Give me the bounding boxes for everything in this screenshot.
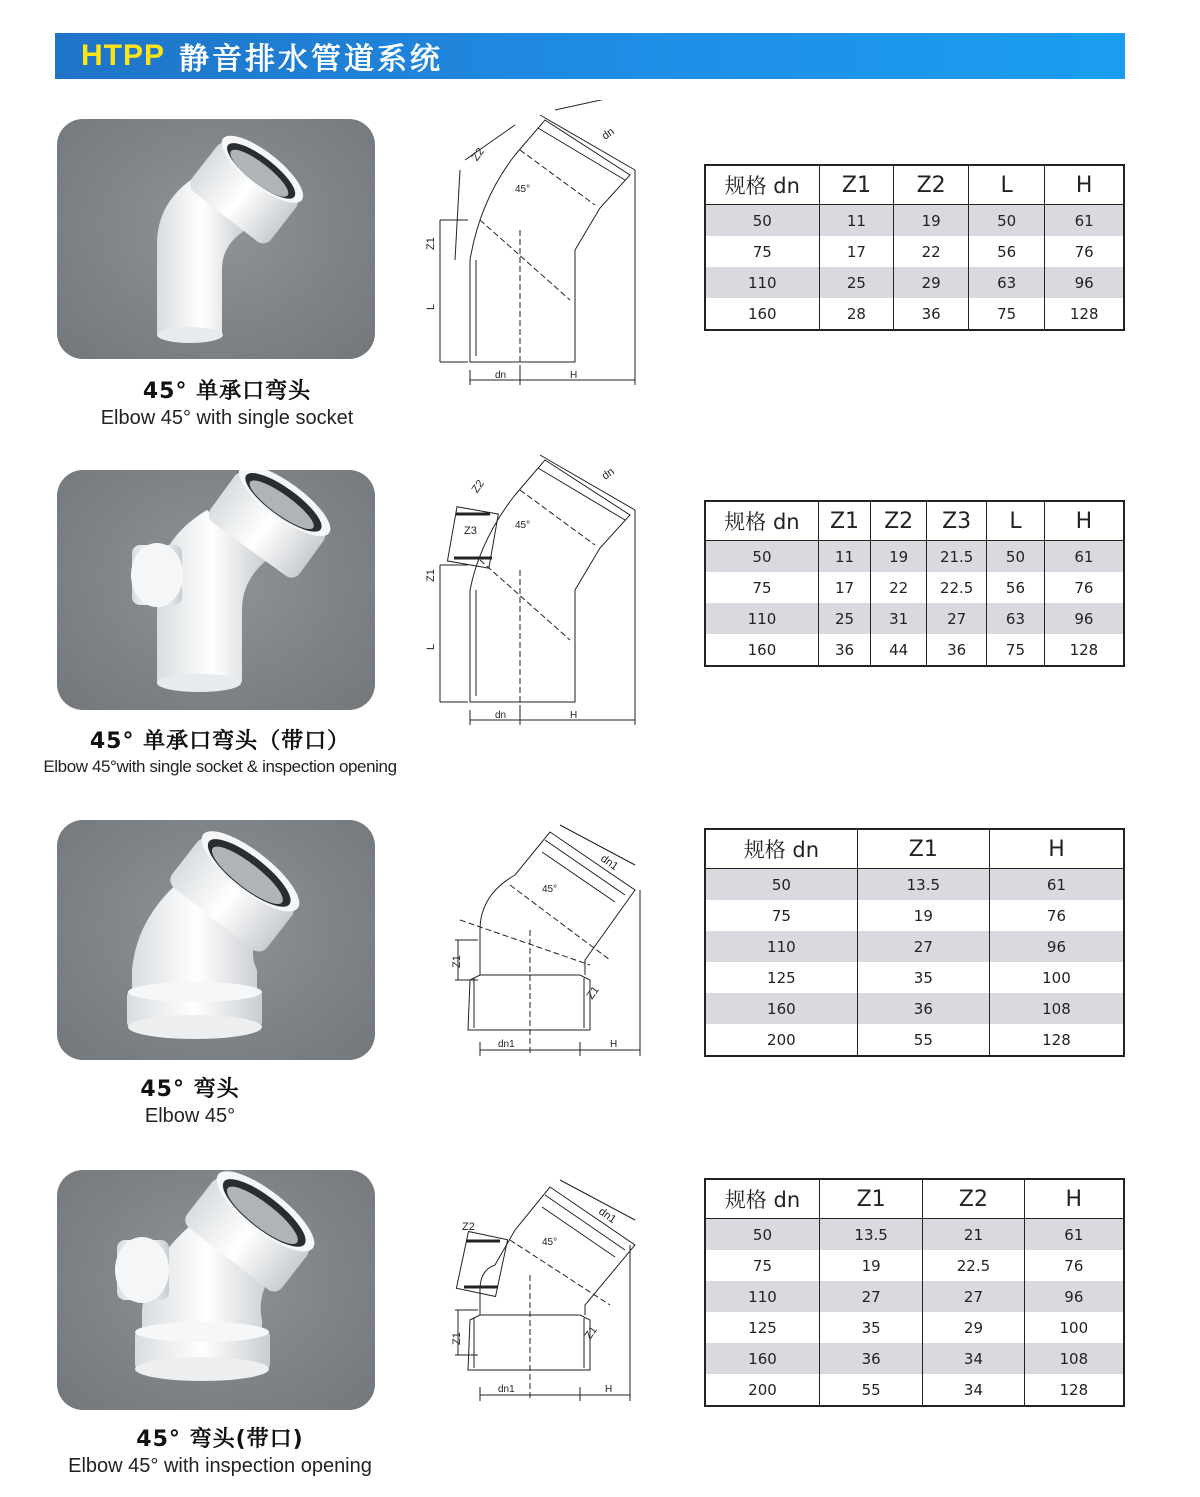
spec-table [704,828,1125,1057]
technical-drawing [450,1175,650,1420]
drawing-label: H [570,370,578,381]
table-cell: 13.5 [857,869,989,901]
table-cell: 96 [1044,603,1124,634]
product-caption [60,1072,320,1128]
table-header-row [705,501,1124,541]
table-row [705,603,1124,634]
elbow-pipe-image [57,119,375,359]
table-header-cell: H [1024,1179,1124,1219]
drawing-label: Z1 [582,1324,600,1342]
table-cell: 19 [894,205,969,237]
table-row [705,1250,1124,1281]
drawing-label: dn [599,125,617,143]
table-cell: 22.5 [923,1250,1024,1281]
table-cell: 63 [987,603,1045,634]
table-cell: 36 [818,634,870,666]
drawing-label: Z1 [425,237,437,250]
table-cell: 61 [1045,205,1124,237]
table-header-cell: Z1 [818,501,870,541]
brand-label: HTPP [81,39,166,72]
drawing-label: H [605,1384,613,1395]
table-header-cell: Z2 [894,165,969,205]
drawing-label: Z1 [451,1332,463,1345]
table-cell: 160 [705,298,819,330]
table-cell: 100 [1059,1318,1089,1337]
elbow-pipe-image [57,820,375,1060]
table-cell: 125 [705,962,857,993]
table-cell: 55 [819,1374,922,1406]
product-caption [57,374,397,430]
drawing-label: Z2 [462,1221,475,1233]
table-header-cell: Z1 [819,1179,922,1219]
table-cell: 35 [857,962,989,993]
product-name-cn: 45° 单承口弯头 [142,379,312,404]
table-header-cell: 规格 dn [705,165,819,205]
table-row [705,993,1124,1024]
drawing-label: Z2 [469,477,487,496]
table-row [705,298,1124,330]
table-row [705,572,1124,603]
table-cell: 27 [857,931,989,962]
table-cell: 34 [923,1343,1024,1374]
table-cell: 27 [819,1281,922,1312]
table-header-cell: 规格 dn [705,1179,819,1219]
product-name-en: Elbow 45°with single socket & inspection opening [43,757,397,776]
table-row [705,869,1124,901]
table-cell: 44 [871,634,927,666]
product-caption [40,1422,400,1478]
table-cell: 36 [819,1343,922,1374]
table-header-cell: H [1044,501,1124,541]
table-cell: 50 [705,205,819,237]
table-cell: 22 [871,572,927,603]
table-header-cell: Z3 [927,501,987,541]
table-cell: 75 [705,1250,819,1281]
table-cell: 200 [705,1024,857,1056]
table-cell: 61 [1044,541,1124,573]
table-cell: 17 [819,236,894,267]
table-row [705,267,1124,298]
table-header-row [705,829,1124,869]
table-cell: 29 [923,1312,1024,1343]
table-cell: 100 [1042,968,1071,987]
drawing-label: Z1 [451,955,463,968]
technical-drawing [420,100,660,390]
table-cell: 25 [818,603,870,634]
page-title: 静音排水管道系统 [179,42,444,77]
table-cell: 125 [705,1312,819,1343]
spec-table [704,1178,1125,1407]
product-name-en: Elbow 45° with inspection opening [68,1455,372,1477]
table-cell: 108 [1024,1343,1124,1374]
table-row [705,634,1124,666]
table-cell: 76 [1074,578,1094,597]
table-cell: 160 [705,1343,819,1374]
drawing-label: Z2 [469,145,487,164]
table-cell: 11 [819,205,894,237]
table-cell: 96 [1045,267,1124,298]
drawing-label: 45° [515,184,531,195]
table-cell: 11 [818,541,870,573]
drawing-label: dn1 [498,1039,515,1050]
table-cell: 128 [1069,304,1099,323]
product-photo-elbow45 [57,820,375,1060]
drawing-label: dn [599,465,617,483]
product-photo-elbow45-single-socket [57,119,375,359]
table-cell: 27 [927,603,987,634]
table-row [705,900,1124,931]
drawing-label: dn1 [596,1205,619,1226]
table-cell: 19 [857,900,989,931]
table-cell: 75 [705,572,818,603]
drawing-label: dn1 [498,1384,515,1395]
table-row [705,1281,1124,1312]
table-cell: 17 [818,572,870,603]
table-cell: 22.5 [927,572,987,603]
table-cell: 128 [1059,1380,1089,1399]
table-cell: 160 [705,993,857,1024]
table-cell: 19 [871,541,927,573]
drawing-label: 45° [542,1237,558,1248]
product-photo-elbow45-with-opening [57,1170,375,1410]
table-cell: 36 [857,993,989,1024]
drawing-label: L [425,643,437,650]
table-cell: 96 [1024,1281,1124,1312]
table-cell: 76 [1074,242,1094,261]
table-cell: 61 [989,869,1124,901]
table-cell: 96 [989,931,1124,962]
table-cell: 110 [705,1281,819,1312]
table-header-cell: 规格 dn [705,501,818,541]
table-cell: 13.5 [819,1219,922,1251]
product-name-cn: 45° 单承口弯头（带口） [89,729,351,754]
header-banner [55,33,1125,79]
product-photo-elbow45-inspection [57,470,375,710]
table-header-cell: L [987,501,1045,541]
table-header-cell: Z2 [871,501,927,541]
table-cell: 128 [1069,640,1099,659]
table-cell: 28 [819,298,894,330]
product-name-cn: 45° 弯头 [140,1077,240,1102]
drawing-label: dn1 [598,852,621,873]
drawing-label: 45° [542,884,558,895]
elbow-pipe-image [57,1170,375,1410]
drawing-label: H [610,1039,618,1050]
table-header-cell: H [989,829,1124,869]
table-header-cell: Z1 [819,165,894,205]
technical-drawing [450,820,650,1065]
table-cell: 110 [705,603,818,634]
table-cell: 36 [894,298,969,330]
table-cell: 76 [1046,906,1066,925]
table-cell: 75 [705,236,819,267]
table-header-cell: Z1 [857,829,989,869]
product-name-en: Elbow 45° [144,1105,236,1127]
table-cell: 25 [819,267,894,298]
table-cell: 50 [968,205,1044,237]
table-cell: 128 [1042,1030,1071,1049]
table-cell: 55 [857,1024,989,1056]
table-cell: 50 [705,869,857,901]
table-cell: 110 [705,931,857,962]
table-cell: 56 [987,572,1045,603]
table-row [705,1312,1124,1343]
table-cell: 75 [968,298,1044,330]
table-header-cell: Z2 [923,1179,1024,1219]
table-cell: 31 [871,603,927,634]
table-cell: 50 [705,541,818,573]
table-cell: 50 [705,1219,819,1251]
table-header-cell: H [1045,165,1124,205]
table-cell: 75 [705,900,857,931]
drawing-label: dn [495,710,507,721]
table-row [705,931,1124,962]
table-cell: 34 [923,1374,1024,1406]
product-caption [40,724,400,777]
table-cell: 160 [705,634,818,666]
table-cell: 63 [968,267,1044,298]
table-header-cell: L [968,165,1044,205]
table-header-cell: 规格 dn [705,829,857,869]
spec-table [704,164,1125,331]
table-header-row [705,165,1124,205]
drawing-label: 45° [515,520,531,531]
table-cell: 29 [894,267,969,298]
drawing-label: H [570,710,578,721]
elbow-pipe-image [57,470,375,710]
table-cell: 22 [894,236,969,267]
table-cell: 76 [1064,1256,1084,1275]
drawing-label: Z1 [425,569,437,582]
table-cell: 56 [968,236,1044,267]
table-cell: 75 [987,634,1045,666]
table-row [705,1374,1124,1406]
table-cell: 50 [987,541,1045,573]
table-row [705,1219,1124,1251]
spec-table [704,500,1125,667]
product-name-en: Elbow 45° with single socket [100,407,354,429]
table-cell: 21.5 [927,541,987,573]
product-name-cn: 45° 弯头(带口) [136,1427,304,1452]
table-cell: 200 [705,1374,819,1406]
table-cell: 19 [819,1250,922,1281]
table-row [705,962,1124,993]
table-cell: 61 [1024,1219,1124,1251]
drawing-label: dn [495,370,507,381]
table-cell: 27 [923,1281,1024,1312]
table-row [705,1343,1124,1374]
drawing-label: L [425,303,437,310]
table-row [705,541,1124,573]
table-row [705,1024,1124,1056]
table-cell: 36 [927,634,987,666]
table-row [705,236,1124,267]
table-cell: 110 [705,267,819,298]
drawing-label: Z3 [464,525,477,537]
drawing-label: Z1 [584,984,602,1002]
table-cell: 35 [819,1312,922,1343]
technical-drawing [420,440,660,730]
table-cell: 108 [989,993,1124,1024]
table-row [705,205,1124,237]
table-header-row [705,1179,1124,1219]
table-cell: 21 [923,1219,1024,1251]
